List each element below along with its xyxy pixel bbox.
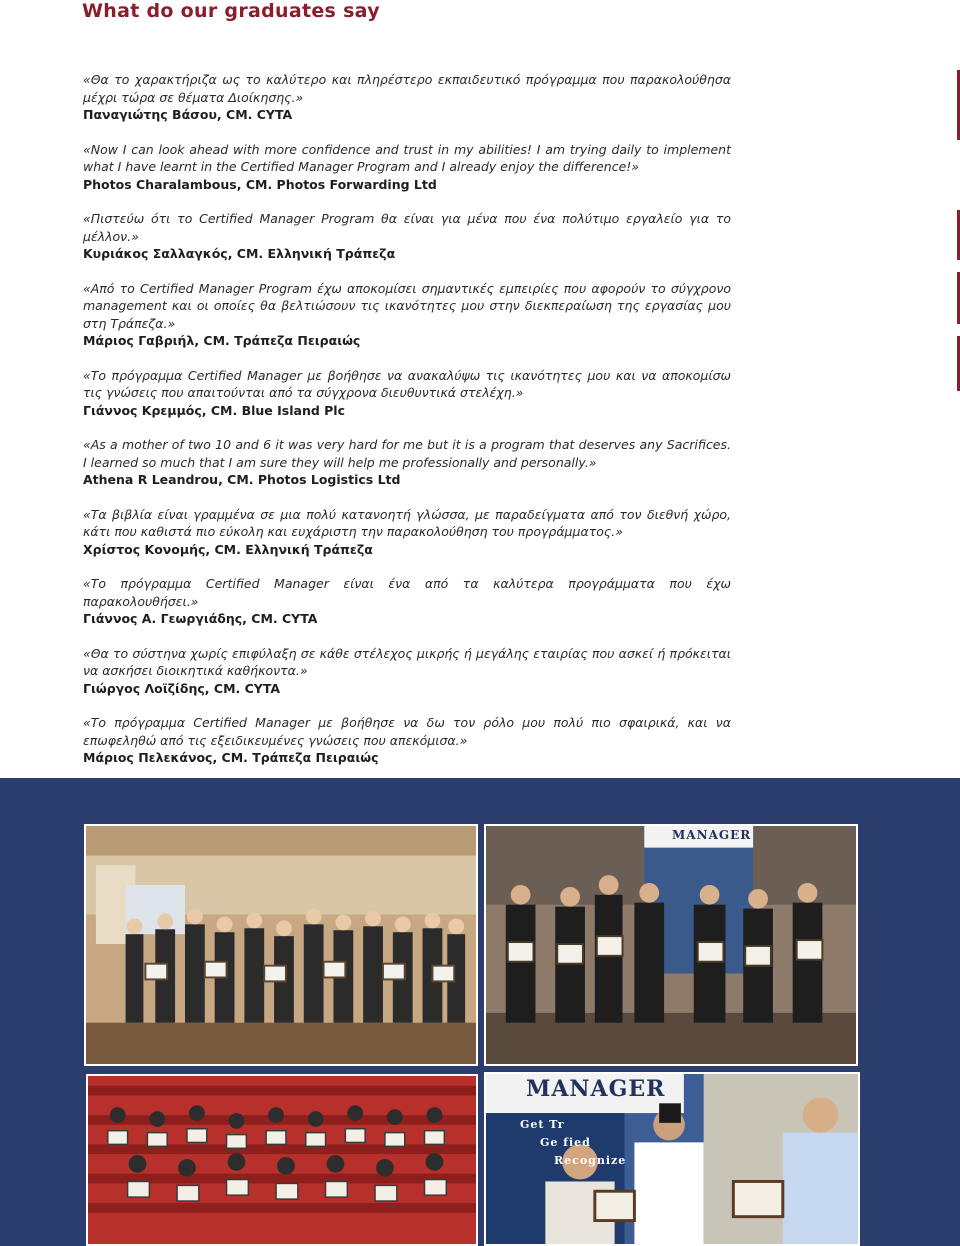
testimonial-author: Μάριος Πελεκάνος, CM. Τράπεζα Πειραιώς <box>83 750 379 765</box>
group-photo-1 <box>84 824 478 1066</box>
banner-logo-large: MANAGER <box>526 1076 666 1102</box>
testimonial-author: Γιάννος Α. Γεωργιάδης, CM. CYTA <box>83 611 318 626</box>
auditorium-photo-image <box>88 1076 476 1244</box>
banner-line-3: Recognize <box>554 1154 627 1167</box>
auditorium-photo <box>86 1074 478 1246</box>
testimonial-quote: «Από το Certified Manager Program έχω αποκομίσει σημαντικές εμπειρίες που αφορούν το σύγχρονο management και οι οποίες θα βελτιώσουν τις ικανότητες μου στην διεκπεραίωση της εργασίας μου στη Τράπεζα.» <box>83 280 731 331</box>
banner-line-2: Ge fied <box>540 1136 591 1149</box>
testimonial-author: Γιάννος Κρεμμός, CM. Blue Island Plc <box>83 402 346 418</box>
testimonial-author: Χρίστος Κονομής, CM. Ελληνική Τράπεζα <box>83 541 373 557</box>
testimonial-author: Παναγιώτης Βάσου, CM. CYTA <box>83 107 293 122</box>
testimonials-list <box>83 71 731 784</box>
group-photo-1-image <box>86 826 476 1064</box>
testimonial-author: Κυριάκος Σαλλαγκός, CM. Ελληνική Τράπεζα <box>83 246 396 261</box>
testimonial-quote: «Now I can look ahead with more confidence and trust in my abilities! I am trying daily to implement what I have learnt in the Certified Manager Program and I already enjoy the difference!» <box>83 141 731 174</box>
testimonial-author: Γιώργος Λοϊζίδης, CM. CYTA <box>83 680 281 696</box>
testimonial <box>83 367 731 420</box>
page-title: What do our graduates say <box>82 0 380 22</box>
testimonial-quote: «Θα το χαρακτήριζα ως το καλύτερο και πληρέστερο εκπαιδευτικό πρόγραμμα που παρακολούθησα μέχρι τώρα σε θέματα Διοίκησης.» <box>83 72 731 105</box>
testimonial <box>83 280 731 350</box>
graduation-photos-panel <box>0 778 960 1246</box>
testimonial-quote: «Το πρόγραμμα Certified Manager με βοήθησε να δω τον ρόλο μου πολύ πιο σφαιρικά, και να επωφεληθώ από τις εξειδικευμένες γνώσεις που απεκόμισα.» <box>83 715 731 748</box>
testimonial-quote: «Θα το σύστηνα χωρίς επιφύλαξη σε κάθε στέλεχος μικρής ή μεγάλης εταιρίας που ασκεί ή πρόκειται να ασκήσει διοικητικά καθήκοντα.» <box>83 645 731 678</box>
testimonial <box>83 210 731 263</box>
testimonial <box>83 436 731 489</box>
banner-photo <box>484 1072 860 1246</box>
testimonial-quote: «Τα βιβλία είναι γραμμένα σε μια πολύ κατανοητή γλώσσα, με παραδείγματα από τον διεθνή χώρο, κάτι που καθιστά πιο εύκολη και ευχάριστη την παρακολούθηση του προγράμματος.» <box>83 506 731 539</box>
testimonial <box>83 645 731 698</box>
testimonial-quote: «Το πρόγραμμα Certified Manager με βοήθησε να ανακαλύψω τις ικανότητες μου και να αποκομίσω τις γνώσεις που απαιτούνται από τα σύγχρονα διευθυντικά στελέχη.» <box>83 367 731 400</box>
testimonial-author: Photos Charalambous, CM. Photos Forwarding Ltd <box>83 176 437 192</box>
testimonial-author: Μάριος Γαβριήλ, CM. Τράπεζα Πειραιώς <box>83 333 361 348</box>
testimonial-quote: «As a mother of two 10 and 6 it was very hard for me but it is a program that deserves any Sacrifices. I learned so much that I am sure they will help me professionally and personally.» <box>83 437 731 470</box>
testimonial <box>83 141 731 194</box>
banner-logo-small: MANAGER <box>672 828 752 842</box>
testimonial-quote: «Το πρόγραμμα Certified Manager είναι ένα από τα καλύτερα προγράμματα που έχω παρακολουθήσει.» <box>83 576 731 609</box>
testimonial <box>83 714 731 767</box>
group-photo-2 <box>484 824 858 1066</box>
testimonial <box>83 575 731 628</box>
testimonial <box>83 71 731 124</box>
group-photo-2-image <box>486 826 856 1064</box>
banner-line-1: Get Tr <box>520 1118 565 1131</box>
testimonial-quote: «Πιστεύω ότι το Certified Manager Program θα είναι για μένα που ένα πολύτιμο εργαλείο για το μέλλον.» <box>83 211 731 244</box>
testimonial <box>83 506 731 559</box>
testimonial-author: Athena R Leandrou, CM. Photos Logistics Ltd <box>83 472 401 487</box>
